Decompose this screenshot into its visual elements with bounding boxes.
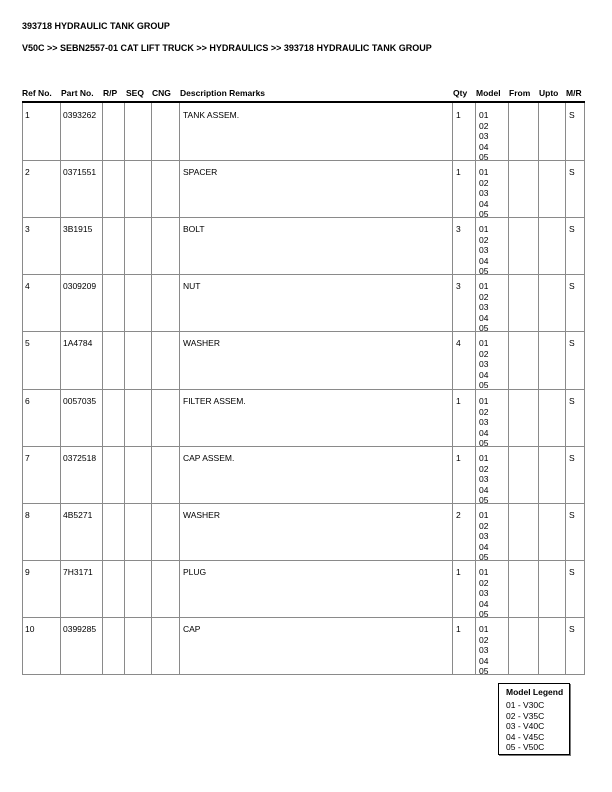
model-code: 03 — [479, 531, 489, 541]
description-cell: CAP ASSEM. — [183, 453, 235, 463]
mr-cell: S — [569, 624, 575, 634]
model-code: 03 — [479, 417, 489, 427]
model-code: 02 — [479, 348, 489, 359]
model-code: 05 — [479, 209, 489, 219]
model-legend-item: 02 - V35C — [506, 710, 545, 721]
ref-no-cell: 10 — [25, 624, 35, 634]
row-divider — [22, 331, 584, 332]
part-no-cell: 3B1915 — [63, 224, 93, 234]
model-legend — [498, 683, 570, 755]
description-cell: CAP — [183, 624, 201, 634]
model-legend-item: 05 - V50C — [506, 742, 545, 752]
model-list-cell — [479, 281, 488, 334]
model-code: 02 — [479, 120, 489, 131]
model-code: 04 — [479, 598, 489, 609]
row-divider — [22, 674, 584, 675]
model-code: 04 — [479, 541, 489, 552]
model-code: 04 — [479, 655, 489, 666]
header-description: Description Remarks — [180, 88, 266, 98]
model-code: 01 — [479, 167, 489, 177]
header-from: From — [509, 88, 531, 98]
model-code: 05 — [479, 666, 489, 676]
model-code: 04 — [479, 484, 489, 495]
ref-no-cell: 7 — [25, 453, 30, 463]
part-no-cell: 0372518 — [63, 453, 97, 463]
ref-no-cell: 3 — [25, 224, 30, 234]
model-list-cell — [479, 110, 488, 163]
model-code: 01 — [479, 510, 489, 520]
model-legend-item: 01 - V30C — [506, 700, 545, 710]
header-part-no: Part No. — [61, 88, 94, 98]
model-code: 05 — [479, 323, 489, 333]
part-no-cell: 0399285 — [63, 624, 97, 634]
mr-cell: S — [569, 567, 575, 577]
mr-cell: S — [569, 396, 575, 406]
model-code: 04 — [479, 312, 489, 323]
model-code: 04 — [479, 369, 489, 380]
qty-cell: 4 — [456, 338, 461, 348]
mr-cell: S — [569, 167, 575, 177]
model-code: 01 — [479, 110, 489, 120]
model-code: 01 — [479, 224, 489, 234]
header-divider — [22, 101, 585, 103]
model-code: 03 — [479, 359, 489, 369]
row-divider — [22, 389, 584, 390]
model-code: 05 — [479, 266, 489, 276]
qty-cell: 3 — [456, 224, 461, 234]
model-code: 01 — [479, 567, 489, 577]
header-ref-no: Ref No. — [22, 88, 52, 98]
model-list-cell — [479, 338, 488, 391]
part-no-cell: 0309209 — [63, 281, 97, 291]
row-divider — [22, 503, 584, 504]
qty-cell: 1 — [456, 624, 461, 634]
qty-cell: 1 — [456, 453, 461, 463]
qty-cell: 1 — [456, 396, 461, 406]
qty-cell: 1 — [456, 567, 461, 577]
model-code: 05 — [479, 438, 489, 448]
model-code: 02 — [479, 520, 489, 531]
model-code: 01 — [479, 281, 489, 291]
row-divider — [22, 274, 584, 275]
description-cell: TANK ASSEM. — [183, 110, 240, 120]
ref-no-cell: 6 — [25, 396, 30, 406]
mr-cell: S — [569, 338, 575, 348]
mr-cell: S — [569, 281, 575, 291]
model-code: 05 — [479, 495, 489, 505]
ref-no-cell: 8 — [25, 510, 30, 520]
ref-no-cell: 1 — [25, 110, 30, 120]
model-code: 03 — [479, 245, 489, 255]
part-no-cell: 1A4784 — [63, 338, 93, 348]
model-code: 05 — [479, 380, 489, 390]
model-code: 03 — [479, 588, 489, 598]
description-cell: WASHER — [183, 338, 220, 348]
page-title: 393718 HYDRAULIC TANK GROUP — [22, 21, 170, 31]
model-list-cell — [479, 167, 488, 220]
model-list-cell — [479, 510, 488, 563]
row-divider — [22, 160, 584, 161]
model-legend-item: 03 - V40C — [506, 721, 545, 731]
header-seq: SEQ — [126, 88, 144, 98]
model-list-cell — [479, 624, 488, 677]
model-code: 01 — [479, 396, 489, 406]
row-divider — [22, 446, 584, 447]
model-code: 02 — [479, 577, 489, 588]
model-code: 04 — [479, 427, 489, 438]
model-code: 03 — [479, 474, 489, 484]
model-list-cell — [479, 567, 488, 620]
mr-cell: S — [569, 110, 575, 120]
model-code: 04 — [479, 198, 489, 209]
row-divider — [22, 217, 584, 218]
description-cell: WASHER — [183, 510, 220, 520]
part-no-cell: 4B5271 — [63, 510, 93, 520]
model-legend-item: 04 - V45C — [506, 731, 545, 742]
model-code: 02 — [479, 406, 489, 417]
model-code: 03 — [479, 131, 489, 141]
header-mr: M/R — [566, 88, 582, 98]
header-rp: R/P — [103, 88, 118, 98]
header-model: Model — [476, 88, 501, 98]
mr-cell: S — [569, 224, 575, 234]
ref-no-cell: 5 — [25, 338, 30, 348]
row-divider — [22, 560, 584, 561]
description-cell: FILTER ASSEM. — [183, 396, 246, 406]
ref-no-cell: 9 — [25, 567, 30, 577]
model-code: 01 — [479, 453, 489, 463]
model-code: 01 — [479, 338, 489, 348]
breadcrumb: V50C >> SEBN2557-01 CAT LIFT TRUCK >> HYDRAULICS >> 393718 HYDRAULIC TANK GROUP — [22, 43, 432, 53]
model-legend-title: Model Legend — [506, 687, 564, 697]
model-code: 04 — [479, 255, 489, 266]
qty-cell: 1 — [456, 167, 461, 177]
mr-cell: S — [569, 510, 575, 520]
description-cell: SPACER — [183, 167, 218, 177]
ref-no-cell: 2 — [25, 167, 30, 177]
model-list-cell — [479, 396, 488, 449]
part-no-cell: 7H3171 — [63, 567, 93, 577]
model-code: 02 — [479, 463, 489, 474]
model-code: 04 — [479, 141, 489, 152]
row-divider — [22, 617, 584, 618]
qty-cell: 2 — [456, 510, 461, 520]
mr-cell: S — [569, 453, 575, 463]
model-code: 03 — [479, 188, 489, 198]
qty-cell: 3 — [456, 281, 461, 291]
model-code: 03 — [479, 302, 489, 312]
model-code: 02 — [479, 634, 489, 645]
header-cng: CNG — [152, 88, 171, 98]
header-qty: Qty — [453, 88, 468, 98]
model-code: 03 — [479, 645, 489, 655]
model-code: 02 — [479, 177, 489, 188]
model-code: 05 — [479, 152, 489, 162]
model-list-cell — [479, 224, 488, 277]
part-no-cell: 0371551 — [63, 167, 97, 177]
model-code: 02 — [479, 291, 489, 302]
qty-cell: 1 — [456, 110, 461, 120]
model-code: 05 — [479, 552, 489, 562]
part-no-cell: 0057035 — [63, 396, 97, 406]
description-cell: NUT — [183, 281, 201, 291]
model-code: 05 — [479, 609, 489, 619]
model-code: 02 — [479, 234, 489, 245]
ref-no-cell: 4 — [25, 281, 30, 291]
model-list-cell — [479, 453, 488, 506]
description-cell: PLUG — [183, 567, 207, 577]
model-code: 01 — [479, 624, 489, 634]
header-upto: Upto — [539, 88, 559, 98]
description-cell: BOLT — [183, 224, 205, 234]
part-no-cell: 0393262 — [63, 110, 97, 120]
column-divider — [584, 103, 585, 675]
